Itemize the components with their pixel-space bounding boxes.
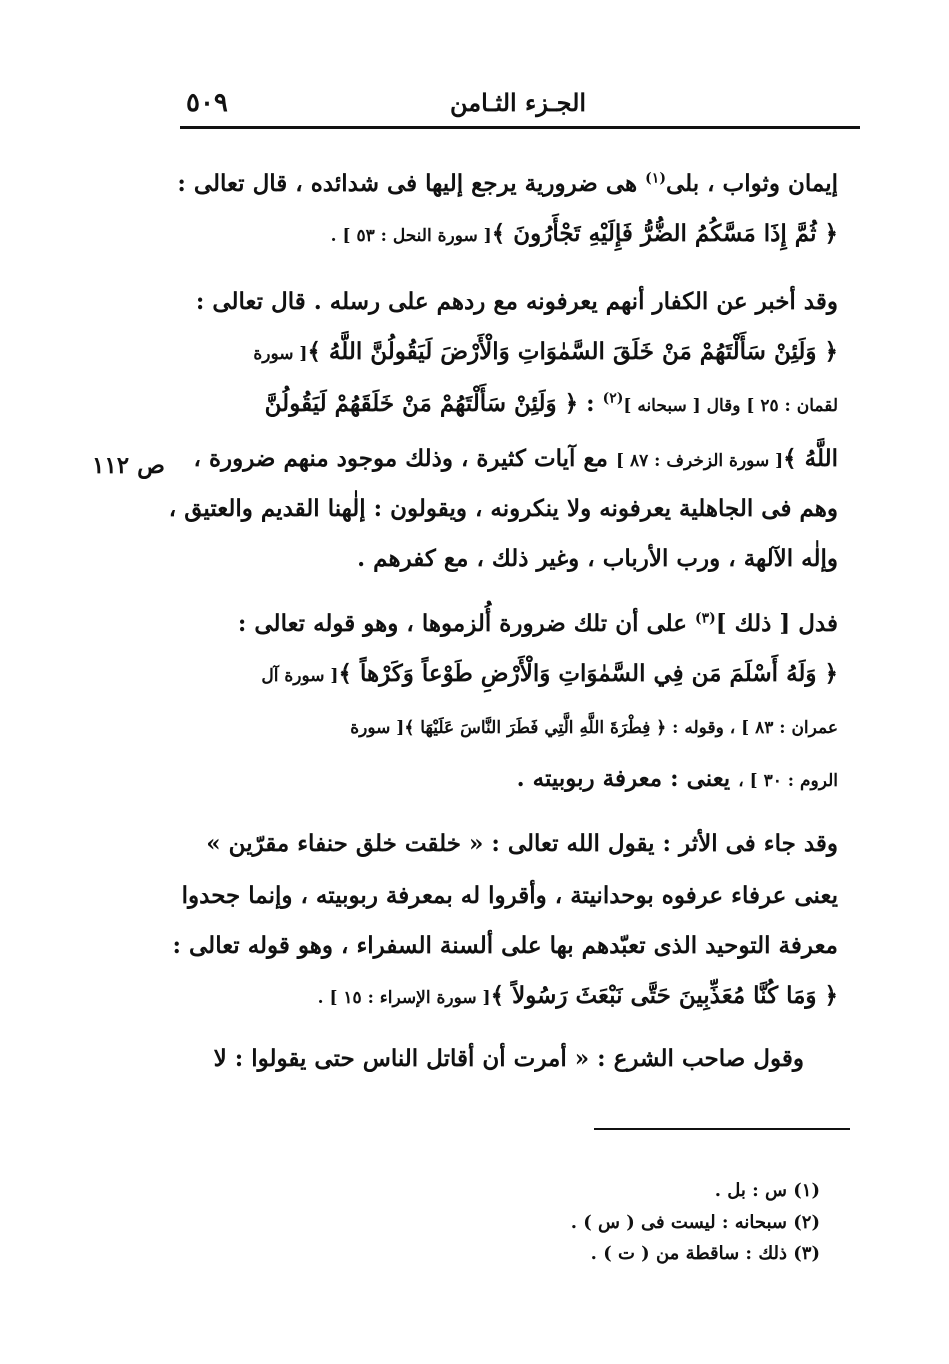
running-title: الجـزء الثـامن — [450, 88, 587, 117]
quran-verse-line: ﴿ وَلَهُ أَسْلَمَ مَن فِي السَّمٰوَاتِ وَالْأَرْضِ طَوْعاً وَكَرْهاً ﴾[ سورة آل — [261, 660, 838, 687]
text-line: الروم : ٣٠ ] ، يعنى : معرفة ربوبيته . — [516, 765, 838, 792]
quran-verse-line: ﴿ وَمَا كُنَّا مُعَذِّبِينَ حَتَّى نَبْعَثَ رَسُولاً ﴾[ سورة الإسراء : ١٥ ] . — [317, 982, 838, 1009]
text-line: وهم فى الجاهلية يعرفونه ولا ينكرونه ، ويقولون : إلٰهنا القديم والعتيق ، — [168, 495, 838, 522]
text-line: وقول صاحب الشرع : « أمرت أن أقاتل الناس حتى يقولوا : لا — [213, 1045, 804, 1072]
text-line: معرفة التوحيد الذى تعبّدهم بها على ألسنة السفراء ، وهو قوله تعالى : — [172, 932, 838, 959]
text-line: وقد جاء فى الأثر : يقول الله تعالى : « خلقت خلق حنفاء مقرّين » — [206, 830, 838, 857]
footnote: (١) س : بل . — [714, 1180, 820, 1201]
text-line: إيمان وثواب ، بلى$^{(١)}$ هى ضرورية يرجع إليها فى شدائده ، قال تعالى : — [177, 170, 838, 197]
text-line: وإلٰه الآلهة ، ورب الأرباب ، وغير ذلك ، مع كفرهم . — [357, 545, 838, 572]
header-rule — [180, 126, 860, 129]
quran-verse-line: عمران : ٨٣ ] ، وقوله : ﴿ فِطْرَةَ اللَّهِ الَّتِي فَطَرَ النَّاسَ عَلَيْهَا ﴾[ سورة — [350, 718, 838, 738]
footnote: (٢) سبحانه : ليست فى ( س ) . — [570, 1212, 820, 1233]
text-line: اللَّهُ ﴾[ سورة الزخرف : ٨٧ ] مع آيات كثيرة ، وذلك موجود منهم ضرورة ، — [193, 445, 838, 472]
text-line: فدل [ ذلك ]$^{(٣)}$ على أن تلك ضرورة أُلزموها ، وهو قوله تعالى : — [237, 610, 838, 637]
quran-verse-line: ﴿ وَلَئِنْ سَأَلْتَهُمْ مَنْ خَلَقَ السَّمٰوَاتِ وَالْأَرْضَ لَيَقُولُنَّ اللَّهُ ﴾[ سورة — [253, 338, 838, 365]
footnote: (٣) ذلك : ساقطة من ( ت ) . — [590, 1243, 820, 1264]
page-header — [180, 82, 860, 122]
quran-verse-line: ﴿ ثُمَّ إِذَا مَسَّكُمُ الضُّرُّ فَإِلَيْهِ تَجْأَرُونَ ﴾[ سورة النحل : ٥٣ ] . — [330, 220, 838, 247]
text-line: يعنى عرفاء عرفوه بوحدانيتة ، وأقروا له بمعرفة ربوبيته ، وإنما جحدوا — [181, 882, 838, 909]
text-line: وقد أخبر عن الكفار أنهم يعرفونه مع ردهم على رسله . قال تعالى : — [195, 288, 838, 315]
page-number: ٥٠٩ — [186, 88, 228, 118]
text-line: لقمان : ٢٥ ] وقال [ سبحانه ]$^{(٢)}$ : ﴿ وَلَئِنْ سَأَلْتَهُمْ مَنْ خَلَقَهُمْ لَيَقُولُنَّ — [264, 390, 838, 417]
footnote-rule — [594, 1128, 850, 1130]
margin-page-reference: ص ١١٢ — [92, 452, 165, 479]
